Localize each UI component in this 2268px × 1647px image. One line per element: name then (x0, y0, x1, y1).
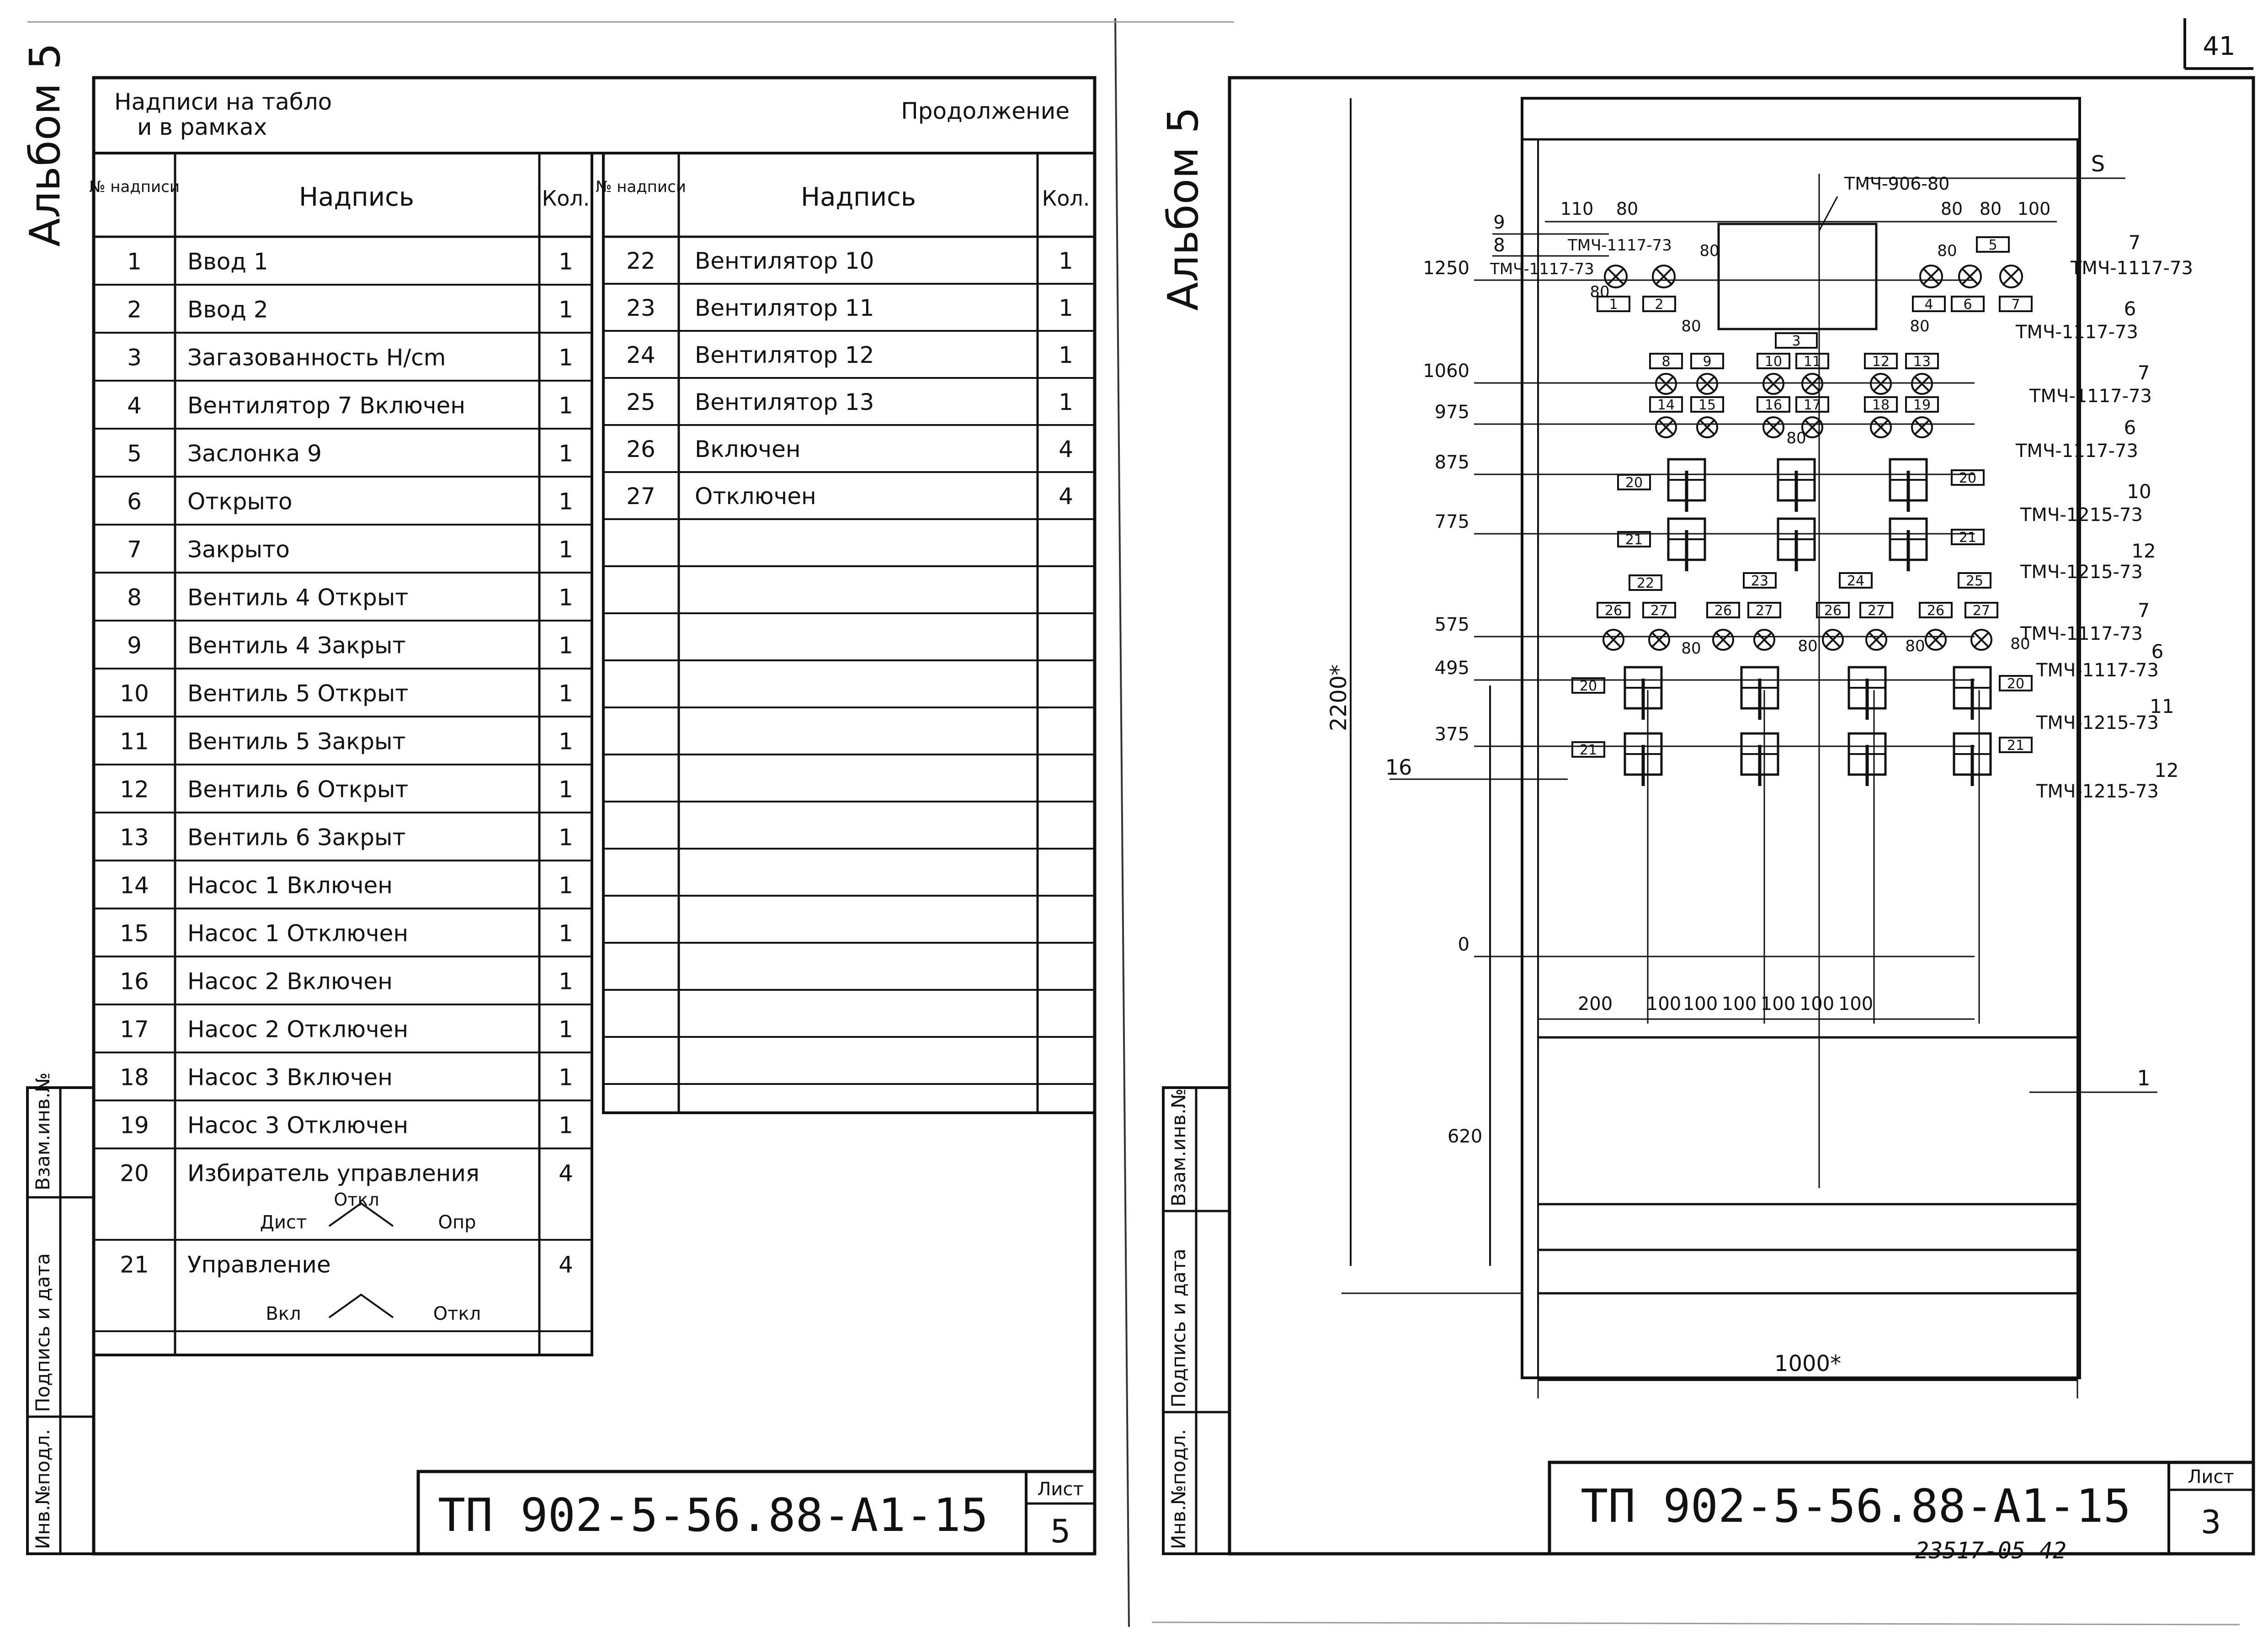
inscription-frame (1920, 603, 1952, 619)
control-switch (1778, 459, 1815, 512)
inscription-frame (1865, 397, 1897, 413)
frame-type: ТМЧ-1215-73 (2036, 781, 2159, 802)
row-qty: 1 (559, 1016, 573, 1043)
pitch-dim: 80 (1786, 429, 1806, 447)
table-title-2: и в рамках (137, 114, 267, 140)
inscription-frame (1817, 603, 1849, 619)
control-switch (1741, 667, 1778, 720)
row-text: Заслонка 9 (187, 440, 322, 467)
row-text: Управление (187, 1251, 331, 1278)
sheet-number: 5 (1050, 1513, 1071, 1550)
inscription-number: 1 (1609, 297, 1618, 313)
control-switch (1954, 667, 1991, 720)
inscription-frame (1952, 530, 1984, 546)
inscription-frame (2000, 676, 2032, 692)
inscription-number: 12 (1872, 354, 1890, 370)
row-qty: 1 (559, 344, 573, 371)
control-switch (1668, 519, 1705, 571)
dim-horizontal: 1000* (1774, 1351, 1842, 1376)
col-text-header: Надпись (299, 182, 414, 212)
inscription-number: 11 (1803, 354, 1821, 370)
inscription-number: 21 (1959, 530, 1977, 546)
row-text: Вентилятор 13 (695, 389, 874, 416)
inscription-frame (1965, 603, 1997, 619)
row-num: 16 (120, 968, 149, 995)
row-qty: 4 (1059, 483, 1073, 510)
frame-type: ТМЧ-1117-73 (2016, 441, 2138, 462)
inscription-number: 23 (1751, 573, 1769, 589)
album-label-right: Альбом 5 (1159, 106, 1208, 311)
stamp-inv-orig-right: Инв.№подл. (1167, 1429, 1190, 1549)
stamp-replace-inv-right: Взам.инв.№ (1167, 1088, 1190, 1206)
control-switch (1954, 733, 1991, 786)
inscription-number: 5 (1988, 237, 1997, 253)
spacing-dim: 100 (1646, 994, 1682, 1015)
frame-type: ТМЧ-1117-73 (2029, 386, 2152, 407)
row-num: 19 (120, 1112, 149, 1139)
inscription-frame (1959, 573, 1991, 589)
row-text: Вентиль 5 Открыт (187, 680, 409, 707)
leader-label: 7 (2128, 231, 2141, 254)
selector-left-label: Дист (260, 1212, 307, 1233)
height-mark: 495 (1434, 658, 1469, 679)
inscription-frame (1618, 475, 1650, 491)
leader-label: 12 (2154, 759, 2179, 781)
row-text: Ввод 1 (187, 248, 268, 275)
signal-lamp (1959, 266, 1981, 287)
inscription-number: 20 (2007, 676, 2025, 692)
col-qty-header: Кол. (542, 186, 590, 211)
row-num: 5 (127, 440, 142, 467)
leader-label: 12 (2131, 540, 2156, 562)
control-switch (1668, 459, 1705, 512)
row-qty: 1 (559, 584, 573, 611)
row-text: Вентилятор 7 Включен (187, 392, 466, 419)
row-num: 7 (127, 536, 142, 563)
leader-label: 7 (2137, 599, 2150, 622)
height-mark: 775 (1434, 511, 1469, 532)
control-switch (1890, 459, 1927, 512)
control-switch (1849, 667, 1885, 720)
leader-label: 9 (1493, 212, 1505, 233)
inscription-frame (1629, 575, 1661, 591)
signal-lamp (1697, 374, 1717, 394)
row-text: Вентилятор 11 (695, 295, 874, 322)
table-title-1: Надписи на табло (114, 89, 332, 115)
row-text: Насос 3 Включен (187, 1064, 393, 1091)
inscription-number: 25 (1965, 573, 1984, 589)
row-text: Вентилятор 12 (695, 342, 874, 369)
height-mark: 575 (1434, 614, 1469, 635)
row-num: 13 (120, 824, 149, 851)
sheet-frame-right (1230, 78, 2253, 1554)
row-qty: 4 (559, 1160, 573, 1187)
col-num-header-2: № надписи (596, 178, 686, 196)
inscription-frame (1650, 397, 1682, 413)
inscription-number: 3 (1792, 333, 1801, 349)
inscription-number: 21 (2007, 738, 2025, 754)
row-text: Загазованность H/cm (187, 344, 446, 371)
row-num: 24 (626, 342, 655, 369)
row-text: Насос 2 Включен (187, 968, 393, 995)
stamp-signature-date: Подпись и дата (32, 1253, 54, 1412)
signal-lamp (1871, 374, 1891, 394)
row-qty: 1 (559, 824, 573, 851)
inscription-frame (2000, 297, 2032, 313)
inscription-frame (1865, 354, 1897, 370)
spacing-dim: 100 (1682, 994, 1718, 1015)
selector-symbol (329, 1295, 393, 1318)
spacing-dim: 80 (1979, 199, 2002, 219)
spacing-dim: 100 (1721, 994, 1757, 1015)
signal-lamp (1823, 630, 1843, 650)
inscription-number: 27 (1972, 603, 1991, 619)
pitch-dim: 80 (1681, 639, 1701, 658)
row-qty: 1 (559, 632, 573, 659)
row-text: Вентиль 6 Открыт (187, 776, 409, 803)
selector-top-label: Откл (334, 1190, 379, 1210)
row-text: Закрыто (187, 536, 290, 563)
signal-lamp (1649, 630, 1669, 650)
row-qty: 1 (1059, 342, 1073, 369)
inscription-frame (1597, 603, 1629, 619)
control-switch (1890, 519, 1927, 571)
row-qty: 1 (559, 440, 573, 467)
inscription-number: 13 (1913, 354, 1931, 370)
row-text: Насос 2 Отключен (187, 1016, 409, 1043)
sheet-label-right: Лист (2188, 1466, 2234, 1488)
spacing-dim: 100 (1760, 994, 1796, 1015)
signal-lamp (2000, 266, 2022, 287)
pitch-dim: 80 (1937, 242, 1957, 260)
col-text-header-2: Надпись (801, 182, 916, 212)
leader-label: 16 (1385, 755, 1412, 780)
row-num: 14 (120, 872, 149, 899)
row-qty: 4 (1059, 436, 1073, 463)
signal-lamp (1653, 266, 1675, 287)
leader-label: 7 (2137, 361, 2150, 384)
row-text: Включен (695, 436, 801, 463)
col-num-header: № надписи (89, 178, 180, 196)
signal-lamp (1754, 630, 1774, 650)
row-text: Отключен (695, 483, 816, 510)
inscription-frame (1906, 397, 1938, 413)
inscription-number: 2 (1655, 297, 1664, 313)
row-num: 4 (127, 392, 142, 419)
row-num: 10 (120, 680, 149, 707)
row-qty: 1 (559, 536, 573, 563)
pitch-dim: 80 (2010, 635, 2030, 653)
pitch-dim: 80 (1681, 317, 1701, 335)
page-number: 41 (2203, 32, 2236, 61)
height-mark: 375 (1434, 724, 1469, 745)
height-mark: 875 (1434, 452, 1469, 473)
spacing-dim: 110 (1560, 199, 1594, 219)
inscription-number: 20 (1625, 475, 1643, 491)
inscription-frame (1643, 603, 1675, 619)
inscription-number: 16 (1764, 397, 1783, 413)
row-text: Насос 1 Отключен (187, 920, 409, 947)
inscription-frame (1707, 603, 1739, 619)
row-num: 23 (626, 295, 655, 322)
row-num: 17 (120, 1016, 149, 1043)
signal-lamp (1866, 630, 1886, 650)
inscription-frame (1906, 354, 1938, 370)
row-num: 11 (120, 728, 149, 755)
inscription-frame (1572, 742, 1604, 758)
inscription-frame (1776, 333, 1817, 349)
inscription-number: 6 (1963, 297, 1972, 313)
inscription-frame (2000, 738, 2032, 754)
leader-label: 11 (2150, 695, 2174, 717)
inscription-number: 26 (1927, 603, 1945, 619)
row-num: 25 (626, 389, 655, 416)
signal-lamp (1971, 630, 1991, 650)
row-num: 2 (127, 296, 142, 323)
inscription-frame (1796, 354, 1828, 370)
row-num: 8 (127, 584, 142, 611)
leader-label: 8 (1493, 235, 1505, 256)
dim-vertical: 2200* (1326, 664, 1352, 731)
inscription-number: 7 (2011, 297, 2020, 313)
inscription-frame (1691, 397, 1723, 413)
inscription-frame (1748, 603, 1780, 619)
inscription-frame (1840, 573, 1872, 589)
inscription-frame (1796, 397, 1828, 413)
row-qty: 1 (559, 728, 573, 755)
inscription-number: 15 (1698, 397, 1716, 413)
row-qty: 1 (559, 1064, 573, 1091)
inscription-frame (1757, 397, 1789, 413)
pitch-dim: 80 (1910, 317, 1930, 335)
row-num: 20 (120, 1160, 149, 1187)
row-num: 21 (120, 1251, 149, 1278)
frame-type: ТМЧ-1215-73 (2020, 562, 2143, 583)
page-fold (1115, 18, 1129, 1627)
row-num: 18 (120, 1064, 149, 1091)
row-num: 3 (127, 344, 142, 371)
control-switch (1778, 519, 1815, 571)
stamp-replace-inv: Взам.инв.№ (32, 1072, 54, 1190)
row-text: Открыто (187, 488, 293, 515)
album-label: Альбом 5 (21, 43, 69, 247)
control-switch (1625, 667, 1661, 720)
inscription-number: 18 (1872, 397, 1890, 413)
row-text: Вентиль 6 Закрыт (187, 824, 406, 851)
height-mark: 1060 (1423, 361, 1469, 382)
spacing-dim: 100 (1838, 994, 1874, 1015)
signal-lamp (1603, 630, 1624, 650)
inscription-frame (1744, 573, 1776, 589)
row-qty: 1 (559, 392, 573, 419)
row-num: 9 (127, 632, 142, 659)
pitch-dim: 80 (1905, 637, 1925, 655)
doc-code: ТП 902-5-56.88-А1-15 (437, 1488, 989, 1542)
stamp-inv-orig: Инв.№подл. (32, 1429, 54, 1549)
inscription-number: 27 (1867, 603, 1885, 619)
row-qty: 1 (559, 920, 573, 947)
inscription-number: 9 (1703, 354, 1712, 370)
pitch-dim: 80 (1590, 283, 1610, 301)
row-qty: 1 (559, 248, 573, 275)
spacing-dim: 80 (1940, 199, 1963, 219)
inscription-frame (1691, 354, 1723, 370)
inscription-number: 20 (1959, 470, 1977, 486)
inscription-number: 22 (1636, 575, 1655, 591)
col-qty-header-2: Кол. (1042, 186, 1090, 211)
row-num: 27 (626, 483, 655, 510)
leader-label: 6 (2124, 298, 2136, 320)
spacing-dim: 80 (1616, 199, 1639, 219)
row-qty: 1 (1059, 248, 1073, 275)
row-text: Насос 1 Включен (187, 872, 393, 899)
row-num: 12 (120, 776, 149, 803)
row-num: 15 (120, 920, 149, 947)
row-qty: 1 (559, 296, 573, 323)
height-mark: 975 (1434, 402, 1469, 423)
row-text: Ввод 2 (187, 296, 268, 323)
inscription-number: 20 (1579, 678, 1597, 694)
inscription-number: 10 (1764, 354, 1783, 370)
right-table-rows (603, 248, 1095, 1084)
sheet-label: Лист (1037, 1479, 1084, 1500)
left-sheet (21, 43, 1095, 1554)
inscription-frame (1757, 354, 1789, 370)
control-switch (1849, 733, 1885, 786)
row-text: Насос 3 Отключен (187, 1112, 409, 1139)
row-qty: 1 (559, 872, 573, 899)
signal-lamp (1763, 417, 1784, 437)
leader-label: 10 (2127, 480, 2151, 503)
selector-right-label: Откл (433, 1303, 481, 1324)
selector-left-label: Вкл (266, 1303, 301, 1324)
frame-type: ТМЧ-1117-73 (2020, 623, 2143, 644)
signal-lamp (1763, 374, 1784, 394)
inscription-frame (1952, 470, 1984, 486)
row-num: 26 (626, 436, 655, 463)
inscription-frame (1650, 354, 1682, 370)
inscription-number: 27 (1650, 603, 1668, 619)
inscription-number: 26 (1604, 603, 1623, 619)
control-switch (1741, 733, 1778, 786)
pitch-dim: 80 (1699, 242, 1720, 260)
row-num: 1 (127, 248, 142, 275)
frame-type: ТМЧ-1215-73 (2020, 505, 2143, 526)
inscription-number: 17 (1803, 397, 1821, 413)
frame-type: ТМЧ-1117-73 (2071, 258, 2193, 279)
signal-lamp (1912, 417, 1932, 437)
inscription-number: 24 (1847, 573, 1865, 589)
leader-label: S (2091, 151, 2105, 177)
sheet-number-right: 3 (2200, 1504, 2221, 1541)
panel-drawing (1326, 98, 2193, 1398)
leader-label: 1 (2137, 1066, 2151, 1090)
height-mark: 1250 (1423, 258, 1469, 279)
spacing-dim: 200 (1577, 994, 1613, 1015)
inscription-number: 27 (1755, 603, 1773, 619)
signal-lamp (1871, 417, 1891, 437)
signal-lamp (1656, 417, 1676, 437)
frame-type: ТМЧ-1215-73 (2036, 712, 2159, 733)
row-text: Вентилятор 10 (695, 248, 874, 275)
inscription-frame (1860, 603, 1892, 619)
central-display-box (1719, 224, 1876, 329)
row-qty: 1 (1059, 295, 1073, 322)
row-text: Вентиль 5 Закрыт (187, 728, 406, 755)
selector-right-label: Опр (438, 1212, 476, 1233)
height-mark-620: 620 (1447, 1126, 1483, 1147)
frame-type: ТМЧ-1117-73 (2036, 660, 2159, 681)
spacing-dim: 100 (1799, 994, 1835, 1015)
inscription-frame (1643, 297, 1675, 313)
left-table-rows (94, 248, 592, 1331)
inscription-frame (1977, 237, 2009, 253)
inscription-number: 26 (1824, 603, 1842, 619)
inscription-number: 14 (1657, 397, 1675, 413)
height-mark: 0 (1458, 934, 1469, 955)
doc-code-right: ТП 902-5-56.88-А1-15 (1580, 1479, 2131, 1533)
right-sheet (1159, 18, 2253, 1564)
frame-type: ТМЧ-906-80 (1844, 174, 1950, 194)
row-text: Избиратель управления (187, 1160, 480, 1187)
row-text: Вентиль 4 Открыт (187, 584, 409, 611)
inscription-number: 19 (1913, 397, 1931, 413)
signal-lamp (1926, 630, 1946, 650)
signal-lamp (1697, 417, 1717, 437)
frame-type: ТМЧ-1117-73 (1490, 260, 1594, 278)
row-text: Вентиль 4 Закрыт (187, 632, 406, 659)
row-qty: 1 (559, 776, 573, 803)
inscription-number: 21 (1579, 742, 1597, 758)
stamp-signature-date-right: Подпись и дата (1167, 1249, 1190, 1408)
signal-lamp (1656, 374, 1676, 394)
signal-lamp (1912, 374, 1932, 394)
control-switch (1625, 733, 1661, 786)
table-continuation: Продолжение (901, 98, 1070, 124)
frame-type: ТМЧ-1117-73 (1568, 236, 1672, 255)
row-qty: 1 (559, 968, 573, 995)
archive-stamp: 23517-05 42 (1915, 1537, 2067, 1564)
signal-lamp (1920, 266, 1942, 287)
inscription-frame (1952, 297, 1984, 313)
spacing-dim: 100 (2017, 199, 2051, 219)
signal-lamp (1713, 630, 1733, 650)
inscription-number: 26 (1714, 603, 1732, 619)
pitch-dim: 80 (1798, 637, 1818, 655)
frame-type: ТМЧ-1117-73 (2016, 322, 2138, 343)
row-qty: 1 (559, 680, 573, 707)
row-qty: 1 (559, 1112, 573, 1139)
row-qty: 1 (1059, 389, 1073, 416)
inscription-number: 8 (1661, 354, 1671, 370)
inscription-number: 21 (1625, 532, 1643, 548)
leader-label: 6 (2151, 640, 2164, 663)
inscription-frame (1913, 297, 1945, 313)
leader-label: 6 (2124, 416, 2136, 439)
row-num: 6 (127, 488, 142, 515)
inscription-number: 4 (1924, 297, 1933, 313)
row-qty: 1 (559, 488, 573, 515)
row-num: 22 (626, 248, 655, 275)
row-qty: 4 (559, 1251, 573, 1278)
